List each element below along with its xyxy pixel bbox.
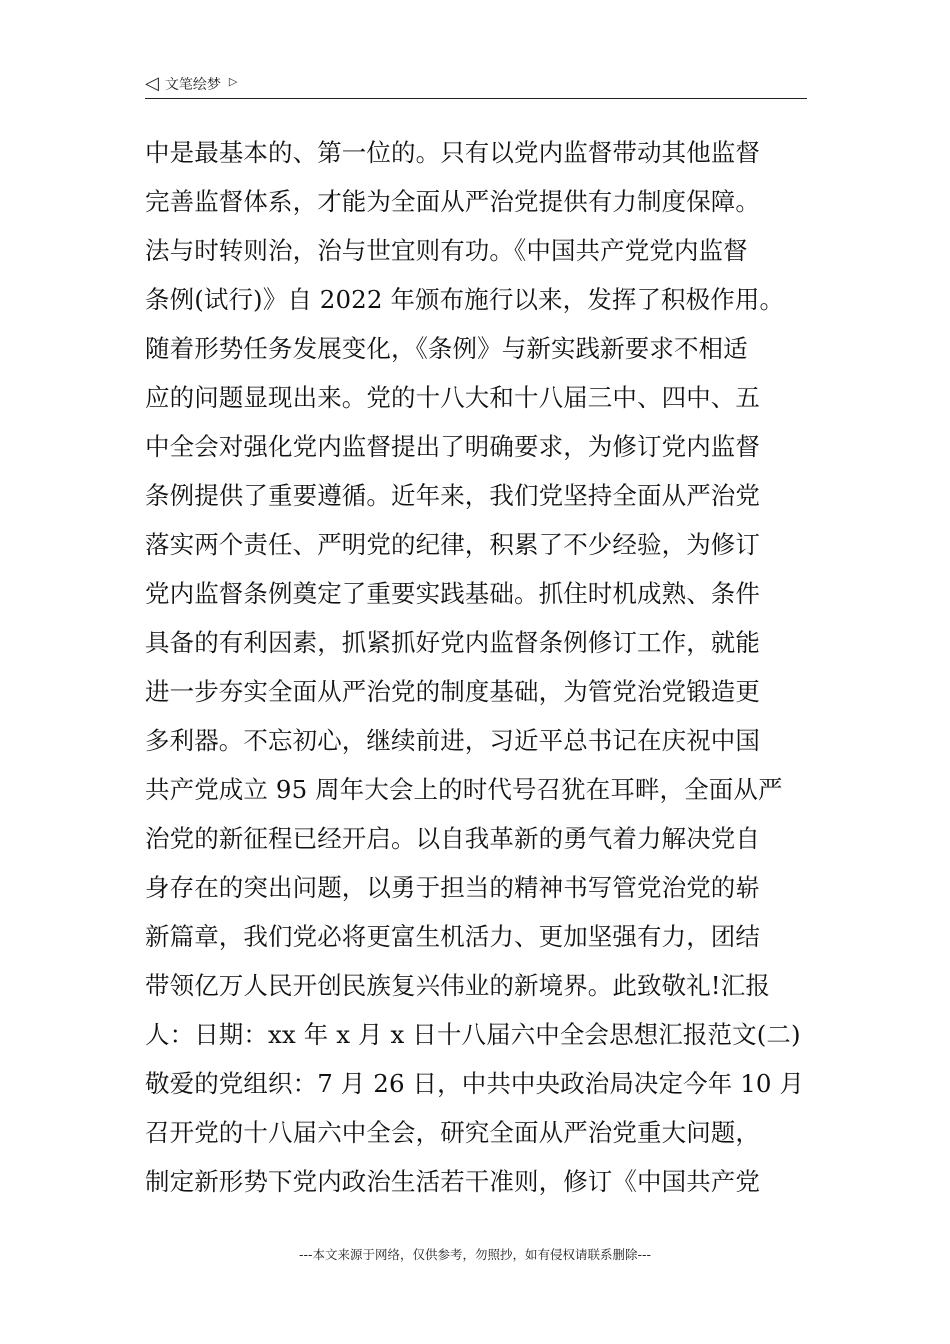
header-title: 文笔绘梦: [164, 77, 221, 93]
text-line: 中是最基本的、第一位的。只有以党内监督带动其他监督: [145, 138, 760, 167]
page-header: [145, 72, 807, 99]
text-line: 敬爱的党组织：7 月 26 日，中共中央政治局决定今年 10 月: [145, 1069, 805, 1098]
text-line: 落实两个责任、严明党的纪律，积累了不少经验，为修订: [145, 530, 760, 559]
text-line: 具备的有利因素，抓紧抓好党内监督条例修订工作，就能: [145, 628, 760, 657]
text-line: 多利器。不忘初心，继续前进，习近平总书记在庆祝中国: [145, 726, 760, 755]
text-line: 身存在的突出问题，以勇于担当的精神书写管党治党的崭: [145, 873, 760, 902]
header-brand: [145, 74, 237, 94]
text-line: 条例提供了重要遵循。近年来，我们党坚持全面从严治党: [145, 481, 760, 510]
text-line: 召开党的十八届六中全会，研究全面从严治党重大问题，: [145, 1118, 760, 1147]
text-line: 人：日期：xx 年 x 月 x 日十八届六中全会思想汇报范文(二): [145, 1020, 801, 1049]
text-line: 随着形势任务发展变化，《条例》与新实践新要求不相适: [145, 334, 748, 363]
text-line: 法与时转则治，治与世宜则有功。《中国共产党党内监督: [145, 236, 748, 265]
text-line: 应的问题显现出来。党的十八大和十八届三中、四中、五: [145, 383, 760, 412]
triangle-right-icon: ▷: [228, 74, 238, 88]
text-line: 中全会对强化党内监督提出了明确要求，为修订党内监督: [145, 432, 760, 461]
page-footer: ---本文来源于网络，仅供参考，勿照抄，如有侵权请联系删除---: [298, 1247, 652, 1262]
text-line: 条例(试行)》自 2022 年颁布施行以来，发挥了积极作用。: [145, 285, 785, 314]
text-line: 新篇章，我们党必将更富生机活力、更加坚强有力，团结: [145, 922, 760, 951]
text-line: 制定新形势下党内政治生活若干准则，修订《中国共产党: [145, 1167, 760, 1196]
text-line: 共产党成立 95 周年大会上的时代号召犹在耳畔，全面从严: [145, 775, 783, 804]
text-line: 进一步夯实全面从严治党的制度基础，为管党治党锻造更: [145, 677, 760, 706]
document-body: [145, 128, 810, 1206]
text-line: 完善监督体系，才能为全面从严治党提供有力制度保障。: [145, 187, 760, 216]
text-line: 带领亿万人民开创民族复兴伟业的新境界。此致敬礼!汇报: [145, 971, 770, 1000]
text-line: 治党的新征程已经开启。以自我革新的勇气着力解决党自: [145, 824, 760, 853]
triangle-left-icon: ◁: [145, 73, 159, 94]
text-line: 党内监督条例奠定了重要实践基础。抓住时机成熟、条件: [145, 579, 760, 608]
